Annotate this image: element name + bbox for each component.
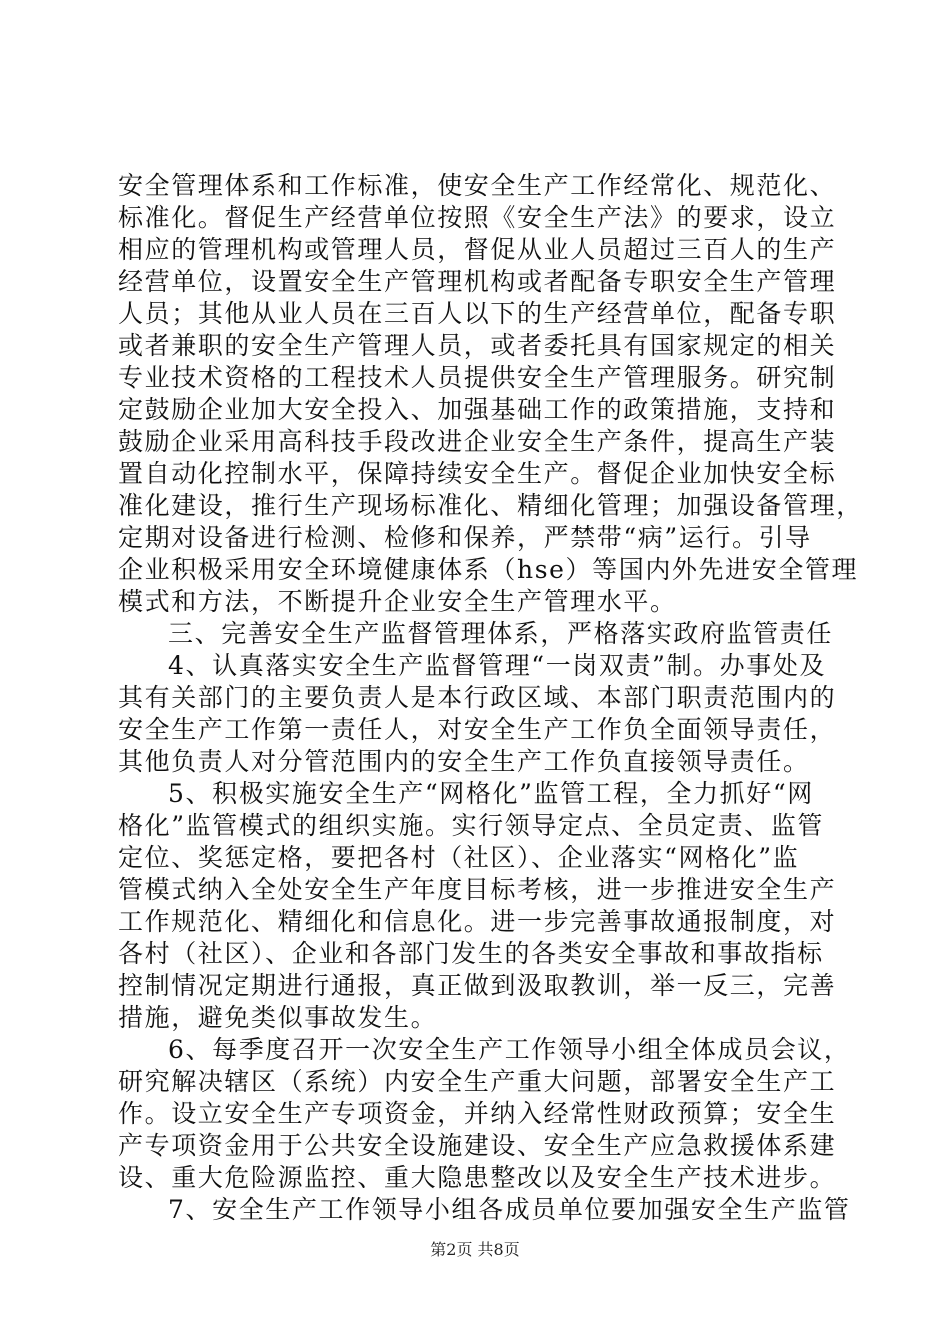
- text-line: 其有关部门的主要负责人是本行政区域、本部门职责范围内的: [118, 683, 837, 712]
- text-line: 定期对设备进行检测、检修和保养，严禁带“病”运行。引导: [118, 523, 812, 552]
- text-line: 置自动化控制水平，保障持续安全生产。督促企业加快安全标: [118, 459, 837, 488]
- text-line: 定位、奖惩定格，要把各村（社区）、企业落实“网格化”监: [118, 843, 800, 872]
- text-line: 工作规范化、精细化和信息化。进一步完善事故通报制度，对: [118, 907, 837, 936]
- page-footer: 第2页 共8页: [430, 1240, 520, 1259]
- text-line: 定鼓励企业加大安全投入、加强基础工作的政策措施，支持和: [118, 395, 837, 424]
- text-line: 专业技术资格的工程技术人员提供安全生产管理服务。研究制: [118, 363, 837, 392]
- text-line: 格化”监管模式的组织实施。实行领导定点、全员定责、监管: [118, 811, 824, 840]
- text-line: 控制情况定期进行通报，真正做到汲取教训，举一反三，完善: [118, 971, 837, 1000]
- text-line: 安全管理体系和工作标准，使安全生产工作经常化、规范化、: [118, 171, 837, 200]
- text-line: 标准化。督促生产经营单位按照《安全生产法》的要求，设立: [118, 203, 837, 232]
- text-line: 经营单位，设置安全生产管理机构或者配备专职安全生产管理: [118, 267, 837, 296]
- text-line: 企业积极采用安全环境健康体系（hse）等国内外先进安全管理: [118, 555, 859, 584]
- text-line: 人员；其他从业人员在三百人以下的生产经营单位，配备专职: [118, 299, 837, 328]
- text-line: 鼓励企业采用高科技手段改进企业安全生产条件，提高生产装: [118, 427, 837, 456]
- text-line: 措施，避免类似事故发生。: [118, 1003, 438, 1032]
- text-line: 4、认真落实安全生产监督管理“一岗双责”制。办事处及: [168, 651, 827, 680]
- text-line: 设、重大危险源监控、重大隐患整改以及安全生产技术进步。: [118, 1163, 837, 1192]
- text-line: 其他负责人对分管范围内的安全生产工作负直接领导责任。: [118, 747, 810, 776]
- text-line: 相应的管理机构或管理人员，督促从业人员超过三百人的生产: [118, 235, 837, 264]
- text-line: 5、积极实施安全生产“网格化”监管工程，全力抓好“网: [168, 779, 814, 808]
- text-line: 各村（社区）、企业和各部门发生的各类安全事故和事故指标: [118, 939, 824, 968]
- text-line: 三、完善安全生产监督管理体系，严格落实政府监管责任: [168, 619, 834, 648]
- text-line: 产专项资金用于公共安全设施建设、安全生产应急救援体系建: [118, 1131, 837, 1160]
- text-line: 6、每季度召开一次安全生产工作领导小组全体成员会议，: [168, 1035, 851, 1064]
- text-line: 作。设立安全生产专项资金，并纳入经常性财政预算；安全生: [118, 1099, 837, 1128]
- text-line: 安全生产工作第一责任人，对安全生产工作负全面领导责任，: [118, 715, 837, 744]
- text-line: 管模式纳入全处安全生产年度目标考核，进一步推进安全生产: [118, 875, 837, 904]
- text-line: 或者兼职的安全生产管理人员，或者委托具有国家规定的相关: [118, 331, 837, 360]
- text-line: 准化建设，推行生产现场标准化、精细化管理；加强设备管理，: [118, 491, 863, 520]
- text-line: 7、安全生产工作领导小组各成员单位要加强安全生产监管: [168, 1195, 851, 1224]
- document-body: [118, 170, 863, 1226]
- text-line: 研究解决辖区（系统）内安全生产重大问题，部署安全生产工: [118, 1067, 837, 1096]
- text-line: 模式和方法，不断提升企业安全生产管理水平。: [118, 587, 677, 616]
